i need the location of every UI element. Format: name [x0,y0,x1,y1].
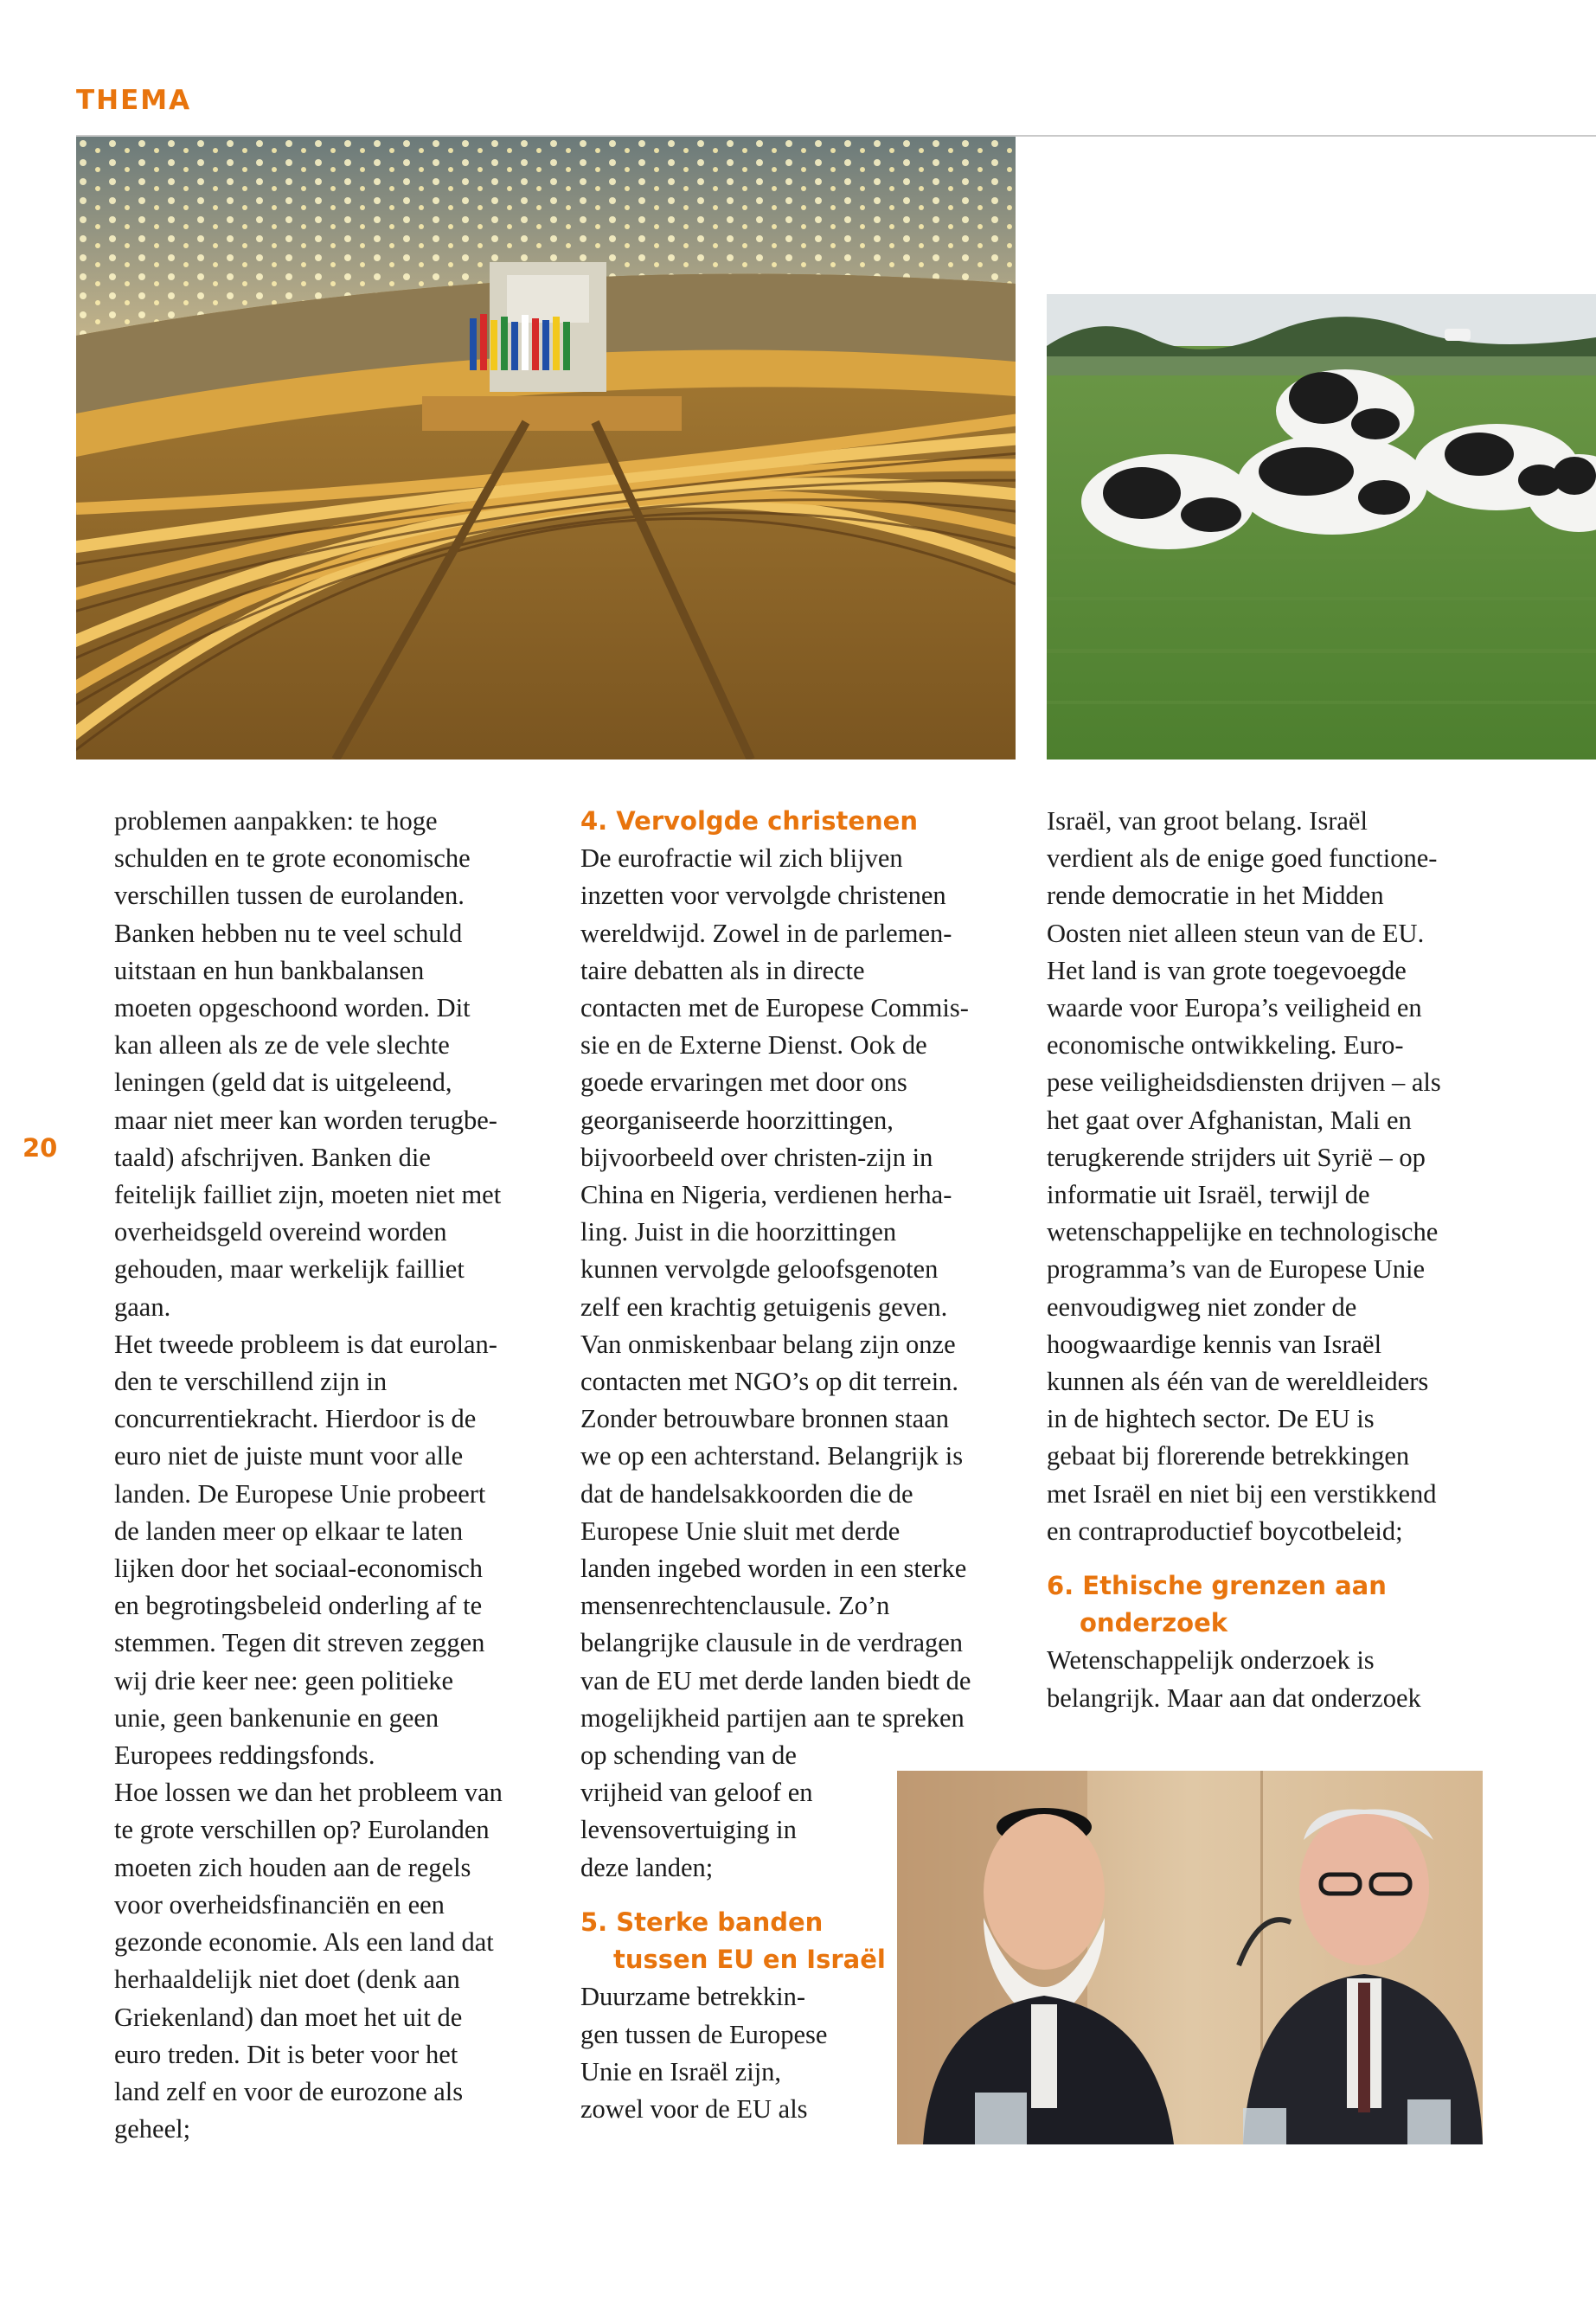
text-line: waarde voor Europa’s veiligheid en [1047,993,1422,1023]
text-line: Unie en Israël zijn, [580,2056,782,2086]
text-line: taald) afschrijven. Banken die [114,1142,431,1172]
text-line: in de hightech sector. De EU is [1047,1404,1375,1434]
text-line: sie en de Externe Dienst. Ook de [580,1030,927,1061]
text-line: problemen aanpakken: te hoge [114,806,438,836]
hearing-panel-photo [897,1771,1483,2144]
text-line: Zonder betrouwbare bronnen staan [580,1404,949,1434]
text-line: contacten met NGO’s op dit terrein. [580,1367,959,1397]
text-line: terugkerende strijders uit Syrië – op [1047,1142,1426,1172]
text-line: Europees reddingsfonds. [114,1740,375,1771]
column-3 [1047,803,1441,1717]
text-line: zowel voor de EU als [580,2093,808,2124]
text-line: dat de handelsakkoorden die de [580,1478,913,1509]
text-line: het gaat over Afghanistan, Mali en [1047,1105,1412,1135]
text-line: economische ontwikkeling. Euro- [1047,1030,1404,1061]
text-line: ling. Juist in die hoorzittingen [580,1217,897,1247]
text-line: moeten opgeschoond worden. Dit [114,993,471,1023]
text-line: Van onmiskenbaar belang zijn onze [580,1329,956,1359]
text-line: euro treden. Dit is beter voor het [114,2039,458,2069]
text-line: Israël, van groot belang. Israël [1047,806,1368,836]
text-line: belangrijke clausule in de verdragen [580,1628,964,1658]
text-line: programma’s van de Europese Unie [1047,1254,1426,1285]
text-line: gezonde economie. Als een land dat [114,1927,494,1958]
heading-section-4: 4. Vervolgde christenen [580,806,918,836]
cows-meadow-photo [1047,294,1596,760]
section-6-text [1047,1642,1441,1716]
text-line: contacten met de Europese Commis- [580,993,969,1023]
text-line: te grote verschillen op? Eurolanden [114,1815,490,1845]
text-line: rende democratie in het Midden [1047,881,1384,911]
text-line: kunnen vervolgde geloofsgenoten [580,1254,939,1285]
text-line: gebaat bij florerende betrekkingen [1047,1441,1410,1471]
text-line: geheel; [114,2114,191,2144]
text-line: taire debatten als in directe [580,955,865,985]
text-line: landen. De Europese Unie probeert [114,1478,486,1509]
text-line: voor overheidsfinanciën en een [114,1889,445,1920]
text-line: Griekenland) dan moet het uit de [114,2002,463,2032]
text-line: we op een achterstand. Belangrijk is [580,1441,964,1471]
text-line: en contraproductief boycotbeleid; [1047,1516,1403,1546]
text-line: bijvoorbeeld over christen-zijn in [580,1142,933,1172]
heading-section-6-line-1: 6. Ethische grenzen aan [1047,1571,1387,1601]
text-line: leningen (geld dat is uitgeleend, [114,1067,452,1098]
text-line: goede ervaringen met door ons [580,1067,907,1098]
text-line: Banken hebben nu te veel schuld [114,918,463,948]
text-line: deze landen; [580,1852,714,1882]
text-line: de landen meer op elkaar te laten [114,1516,464,1546]
text-line: Wetenschappelijk onderzoek is [1047,1645,1375,1676]
text-line: feitelijk failliet zijn, moeten niet met [114,1180,502,1210]
text-line: hoogwaardige kennis van Israël [1047,1329,1382,1359]
text-line: den te verschillend zijn in [114,1367,388,1397]
text-line: herhaaldelijk niet doet (denk aan [114,1965,460,1995]
text-line: van de EU met derde landen biedt de [580,1665,971,1695]
column-1 [114,803,503,2148]
section-gap [1047,1550,1441,1567]
text-line: China en Nigeria, verdienen herha- [580,1180,952,1210]
text-line: maar niet meer kan worden terugbe- [114,1105,497,1135]
column-1-text [114,803,503,2148]
heading-section-6-line-2: onderzoek [1080,1608,1228,1638]
section-5-continued-text [1047,803,1441,1550]
section-label: THEMA [76,85,192,116]
text-line: verdient als de enige goed functione- [1047,843,1438,874]
text-line: Duurzame betrekkin- [580,1982,805,2012]
text-line: levensovertuiging in [580,1815,797,1845]
text-line: inzetten voor vervolgde christenen [580,881,946,911]
text-line: schulden en te grote economische [114,843,471,874]
text-line: mensenrechtenclausule. Zo’n [580,1591,890,1621]
text-line: informatie uit Israël, terwijl de [1047,1180,1370,1210]
text-line: land zelf en voor de eurozone als [114,2076,464,2106]
text-line: kan alleen als ze de vele slechte [114,1030,450,1061]
text-line: Europese Unie sluit met derde [580,1516,901,1546]
text-line: gaan. [114,1292,171,1322]
text-line: unie, geen bankenunie en geen [114,1702,439,1733]
text-line: Oosten niet alleen steun van de EU. [1047,918,1425,948]
text-line: wij drie keer nee: geen politieke [114,1665,454,1695]
parliament-photo [76,137,1016,760]
text-line: met Israël en niet bij een verstikkend [1047,1478,1437,1509]
text-line: belangrijk. Maar aan dat onderzoek [1047,1682,1421,1713]
text-line: op schending van de [580,1740,797,1771]
text-line: Het tweede probleem is dat eurolan- [114,1329,497,1359]
text-line: georganiseerde hoorzittingen, [580,1105,894,1135]
text-line: Het land is van grote toegevoegde [1047,955,1407,985]
page-number: 20 [22,1133,58,1163]
text-line: Hoe lossen we dan het probleem van [114,1778,503,1808]
heading-section-5-line-1: 5. Sterke banden [580,1907,824,1937]
text-line: gehouden, maar werkelijk failliet [114,1254,465,1285]
text-line: kunnen als één van de wereldleiders [1047,1367,1429,1397]
text-line: pese veiligheidsdiensten drijven – als [1047,1067,1441,1098]
text-line: concurrentiekracht. Hierdoor is de [114,1404,477,1434]
text-line: landen ingebed worden in een sterke [580,1554,967,1584]
text-line: moeten zich houden aan de regels [114,1852,471,1882]
text-line: vrijheid van geloof en [580,1778,813,1808]
text-line: en begrotingsbeleid onderling af te [114,1591,483,1621]
text-line: wetenschappelijke en technologische [1047,1217,1439,1247]
text-line: uitstaan en hun bankbalansen [114,955,425,985]
heading-section-5-line-2: tussen EU en Israël [613,1945,886,1975]
section-4-text [580,840,971,1887]
text-line: lijken door het sociaal-economisch [114,1554,484,1584]
heading-section-6 [1047,1567,1441,1642]
text-line: euro niet de juiste munt voor alle [114,1441,464,1471]
text-line: De eurofractie wil zich blijven [580,843,903,874]
text-line: zelf een krachtig getuigenis geven. [580,1292,948,1322]
text-line: stemmen. Tegen dit streven zeggen [114,1628,485,1658]
text-line: overheidsgeld overeind worden [114,1217,447,1247]
text-line: eenvoudigweg niet zonder de [1047,1292,1357,1322]
text-line: verschillen tussen de eurolanden. [114,881,465,911]
text-line: wereldwijd. Zowel in de parlemen- [580,918,952,948]
text-line: gen tussen de Europese [580,2019,828,2049]
text-line: mogelijkheid partijen aan te spreken [580,1702,965,1733]
